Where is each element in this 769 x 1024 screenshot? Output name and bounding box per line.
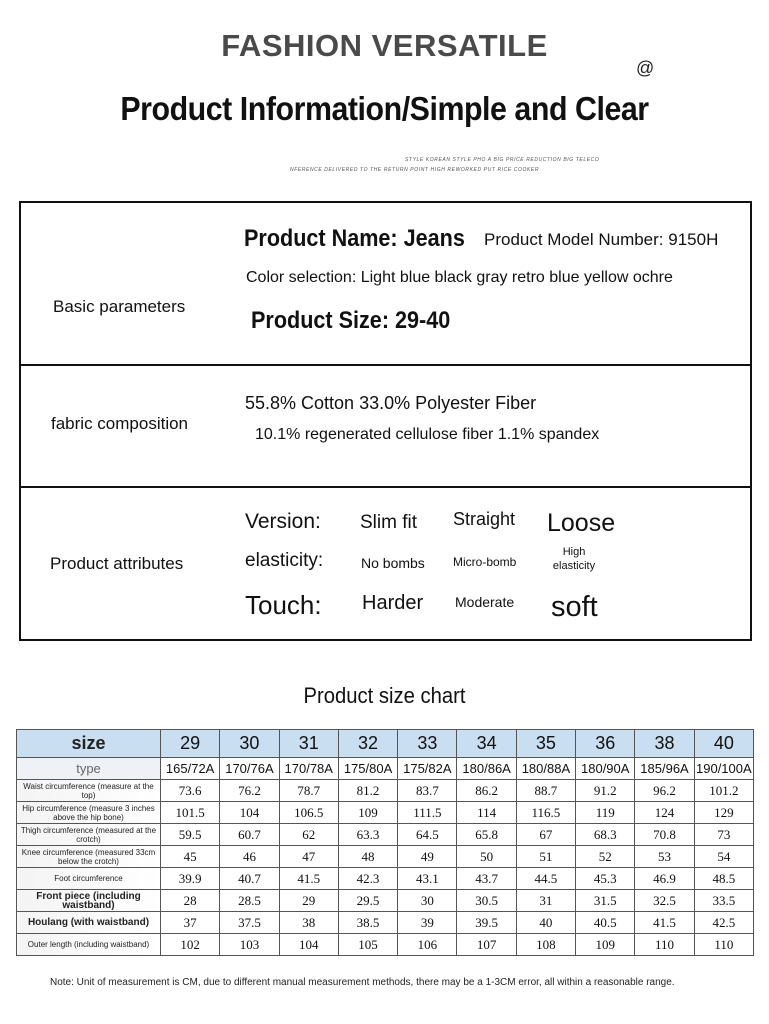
measurement-cell: 73 [694, 824, 753, 846]
version-slim: Slim fit [360, 512, 417, 533]
measurement-cell: 29 [279, 890, 338, 912]
measurement-cell: 110 [694, 934, 753, 956]
type-cell: 175/80A [338, 758, 397, 780]
size-chart-table [16, 729, 754, 956]
measurement-cell: 116.5 [516, 802, 575, 824]
measurement-cell: 44.5 [516, 868, 575, 890]
measurement-cell: 38 [279, 912, 338, 934]
product-attributes-label: Product attributes [50, 554, 184, 573]
measurement-cell: 52 [576, 846, 635, 868]
at-mark: @ [636, 58, 655, 78]
measurement-cell: 40.5 [576, 912, 635, 934]
table-row [17, 824, 754, 846]
size-header-cell: 32 [338, 730, 397, 758]
elasticity-label: elasticity: [245, 550, 324, 571]
tagline [290, 155, 650, 175]
version-straight: Straight [453, 509, 516, 529]
measurement-cell: 107 [457, 934, 516, 956]
measurement-cell: 86.2 [457, 780, 516, 802]
measurement-cell: 64.5 [398, 824, 457, 846]
measurement-cell: 54 [694, 846, 753, 868]
measurement-cell: 30 [398, 890, 457, 912]
measurement-cell: 81.2 [338, 780, 397, 802]
measurement-cell: 37 [161, 912, 220, 934]
measurement-cell: 45.3 [576, 868, 635, 890]
row-label: Thigh circumference (measured at the crotch) [17, 824, 161, 846]
measurement-cell: 83.7 [398, 780, 457, 802]
measurement-cell: 76.2 [220, 780, 279, 802]
measurement-cell: 41.5 [279, 868, 338, 890]
basic-parameters-label: Basic parameters [53, 297, 186, 316]
size-header-row [17, 730, 754, 758]
measurement-cell: 101.5 [161, 802, 220, 824]
type-corner-label: type [17, 758, 161, 780]
measurement-cell: 101.2 [694, 780, 753, 802]
type-cell: 180/90A [576, 758, 635, 780]
measurement-cell: 73.6 [161, 780, 220, 802]
touch-soft: soft [551, 591, 598, 623]
measurement-cell: 65.8 [457, 824, 516, 846]
measurement-cell: 104 [279, 934, 338, 956]
measurement-cell: 48.5 [694, 868, 753, 890]
measurement-cell: 60.7 [220, 824, 279, 846]
touch-harder: Harder [362, 592, 424, 614]
measurement-cell: 67 [516, 824, 575, 846]
type-cell: 190/100A [694, 758, 753, 780]
measurement-cell: 104 [220, 802, 279, 824]
measurement-cell: 45 [161, 846, 220, 868]
table-row [17, 934, 754, 956]
measurement-cell: 91.2 [576, 780, 635, 802]
measurement-cell: 59.5 [161, 824, 220, 846]
type-cell: 170/78A [279, 758, 338, 780]
size-header-cell: 30 [220, 730, 279, 758]
measurement-cell: 68.3 [576, 824, 635, 846]
table-row [17, 780, 754, 802]
fabric-line-2: 10.1% regenerated cellulose fiber 1.1% spandex [255, 426, 600, 443]
table-row [17, 802, 754, 824]
measurement-cell: 106 [398, 934, 457, 956]
measurement-cell: 114 [457, 802, 516, 824]
measurement-cell: 102 [161, 934, 220, 956]
measurement-cell: 70.8 [635, 824, 694, 846]
product-model: Product Model Number: 9150H [484, 230, 719, 249]
measurement-cell: 62 [279, 824, 338, 846]
touch-label: Touch: [245, 590, 322, 620]
fabric-line-1: 55.8% Cotton 33.0% Polyester Fiber [245, 393, 537, 413]
color-selection: Color selection: Light blue black gray retro blue yellow ochre [246, 269, 673, 286]
measurement-cell: 78.7 [279, 780, 338, 802]
row-label: Hip circumference (measure 3 inches above the hip bone) [17, 802, 161, 824]
measurement-cell: 106.5 [279, 802, 338, 824]
measurement-cell: 49 [398, 846, 457, 868]
product-name: Product Name: Jeans [244, 225, 465, 252]
measurement-cell: 39 [398, 912, 457, 934]
table-row [17, 868, 754, 890]
size-header-cell: 38 [635, 730, 694, 758]
size-header-cell: 33 [398, 730, 457, 758]
row-label: Foot circumference [17, 868, 161, 890]
measurement-cell: 39.9 [161, 868, 220, 890]
measurement-cell: 33.5 [694, 890, 753, 912]
elasticity-none: No bombs [361, 555, 425, 571]
measurement-cell: 46 [220, 846, 279, 868]
table-row [17, 846, 754, 868]
measurement-cell: 109 [576, 934, 635, 956]
measurement-cell: 28.5 [220, 890, 279, 912]
measurement-cell: 28 [161, 890, 220, 912]
measurement-cell: 103 [220, 934, 279, 956]
product-size: Product Size: 29-40 [251, 307, 451, 334]
size-header-cell: 36 [576, 730, 635, 758]
measurement-cell: 42.3 [338, 868, 397, 890]
measurement-cell: 43.7 [457, 868, 516, 890]
version-loose: Loose [547, 509, 616, 537]
size-header-cell: 35 [516, 730, 575, 758]
type-cell: 185/96A [635, 758, 694, 780]
size-chart-title: Product size chart [303, 683, 466, 708]
type-cell: 165/72A [161, 758, 220, 780]
measurement-cell: 47 [279, 846, 338, 868]
measurement-cell: 38.5 [338, 912, 397, 934]
measurement-cell: 39.5 [457, 912, 516, 934]
measurement-cell: 30.5 [457, 890, 516, 912]
row-label: Front piece (including waistband) [17, 890, 161, 912]
measurement-cell: 29.5 [338, 890, 397, 912]
measurement-cell: 40 [516, 912, 575, 934]
measurement-cell: 31.5 [576, 890, 635, 912]
table-row [17, 912, 754, 934]
measurement-cell: 63.3 [338, 824, 397, 846]
measurement-cell: 53 [635, 846, 694, 868]
measurement-cell: 46.9 [635, 868, 694, 890]
measurement-cell: 43.1 [398, 868, 457, 890]
size-header-cell: 31 [279, 730, 338, 758]
fabric-composition-label: fabric composition [51, 414, 189, 433]
size-header-cell: 34 [457, 730, 516, 758]
measurement-cell: 124 [635, 802, 694, 824]
measurement-cell: 111.5 [398, 802, 457, 824]
measurement-cell: 41.5 [635, 912, 694, 934]
measurement-cell: 110 [635, 934, 694, 956]
type-cell: 180/86A [457, 758, 516, 780]
row-label: Outer length (including waistband) [17, 934, 161, 956]
elasticity-micro: Micro-bomb [453, 555, 517, 569]
measurement-cell: 40.7 [220, 868, 279, 890]
brand-title: FASHION VERSATILE [221, 28, 548, 63]
measurement-cell: 108 [516, 934, 575, 956]
tagline-line-1: STYLE KOREAN STYLE PHO A BIG PRICE REDUCTION BIG TELECO [405, 157, 600, 163]
row-label: Houlang (with waistband) [17, 912, 161, 934]
measurement-cell: 109 [338, 802, 397, 824]
size-header-cell: 29 [161, 730, 220, 758]
measurement-cell: 88.7 [516, 780, 575, 802]
size-header-cell: 40 [694, 730, 753, 758]
type-row [17, 758, 754, 780]
version-label: Version: [245, 510, 321, 533]
type-cell: 175/82A [398, 758, 457, 780]
page-subtitle: Product Information/Simple and Clear [120, 90, 649, 127]
measurement-cell: 119 [576, 802, 635, 824]
measurement-cell: 105 [338, 934, 397, 956]
measurement-note: Note: Unit of measurement is CM, due to different manual measurement methods, there may be a 1-3CM error, all within a reasonable range. [50, 977, 675, 988]
measurement-cell: 37.5 [220, 912, 279, 934]
size-corner-label: size [17, 730, 161, 758]
measurement-cell: 32.5 [635, 890, 694, 912]
measurement-cell: 50 [457, 846, 516, 868]
table-row [17, 890, 754, 912]
measurement-cell: 129 [694, 802, 753, 824]
measurement-cell: 96.2 [635, 780, 694, 802]
measurement-cell: 51 [516, 846, 575, 868]
touch-moderate: Moderate [455, 594, 515, 610]
type-cell: 170/76A [220, 758, 279, 780]
row-label: Knee circumference (measured 33cm below the crotch) [17, 846, 161, 868]
measurement-cell: 48 [338, 846, 397, 868]
type-cell: 180/88A [516, 758, 575, 780]
tagline-line-2: NFERENCE DELIVERED TO THE RETURN POINT HIGH REWORKED PUT RICE COOKER [290, 167, 540, 173]
row-label: Waist circumference (measure at the top) [17, 780, 161, 802]
elasticity-high: High elasticity [552, 546, 596, 572]
measurement-cell: 42.5 [694, 912, 753, 934]
measurement-cell: 31 [516, 890, 575, 912]
